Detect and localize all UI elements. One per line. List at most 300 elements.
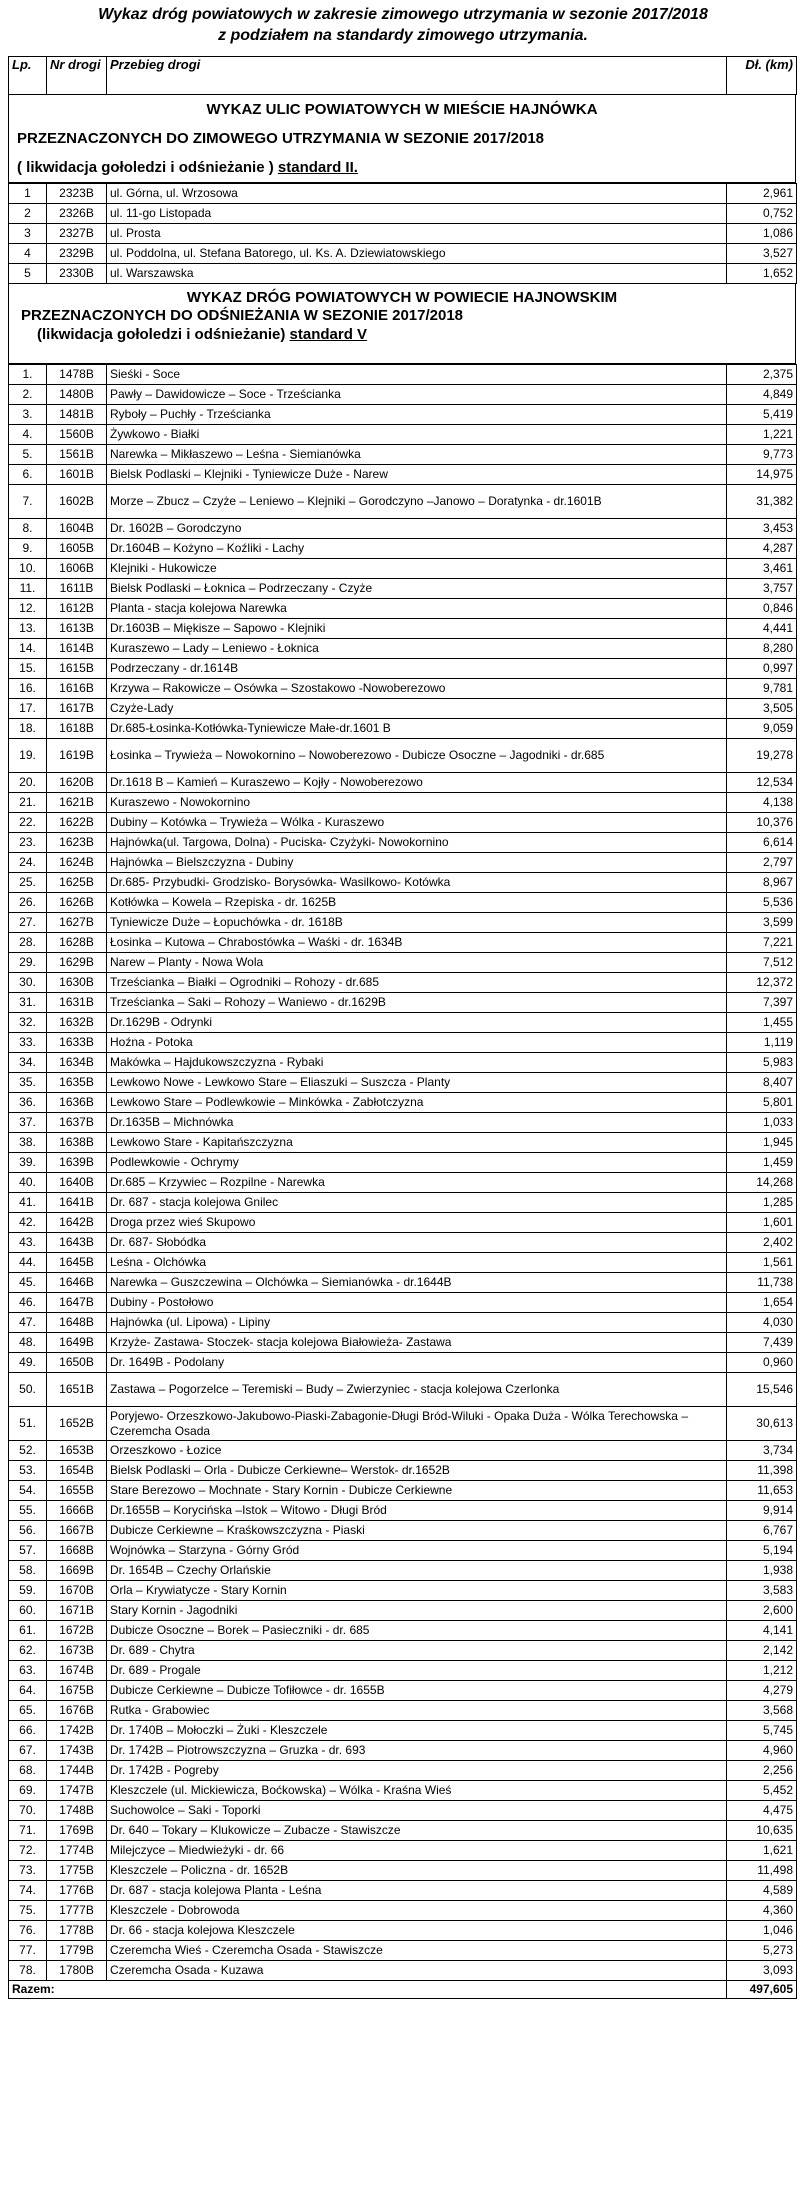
road-row (9, 1073, 797, 1093)
row-lp: 75. (9, 1901, 47, 1921)
section-b-title: WYKAZ DRÓG POWIATOWYCH W POWIECIE HAJNOWSKIM (186, 289, 618, 306)
row-lp: 59. (9, 1581, 47, 1601)
road-row (9, 1153, 797, 1173)
road-length: 3,093 (727, 1961, 797, 1981)
street-row (9, 184, 797, 204)
row-lp: 18. (9, 719, 47, 739)
road-number: 1611B (47, 579, 107, 599)
row-lp: 25. (9, 873, 47, 893)
roads-sheet (8, 56, 796, 1999)
route-description: Dubicze Cerkiewne – Dubicze Tofiłowce - dr. 1655B (107, 1681, 727, 1701)
road-length: 4,279 (727, 1681, 797, 1701)
road-length: 3,527 (727, 244, 797, 264)
road-number: 1675B (47, 1681, 107, 1701)
road-row (9, 719, 797, 739)
row-lp: 30. (9, 973, 47, 993)
road-number: 1647B (47, 1293, 107, 1313)
row-lp: 65. (9, 1701, 47, 1721)
row-lp: 61. (9, 1621, 47, 1641)
route-description: Orzeszkowo - Łozice (107, 1441, 727, 1461)
road-number: 1638B (47, 1133, 107, 1153)
road-number: 1602B (47, 485, 107, 519)
row-lp: 5. (9, 445, 47, 465)
road-number: 1774B (47, 1841, 107, 1861)
route-description: Suchowolce – Saki - Toporki (107, 1801, 727, 1821)
row-lp: 12. (9, 599, 47, 619)
road-length: 2,600 (727, 1601, 797, 1621)
road-length: 7,439 (727, 1333, 797, 1353)
row-lp: 78. (9, 1961, 47, 1981)
road-number: 1615B (47, 659, 107, 679)
route-description: Dr. 687 - stacja kolejowa Gnilec (107, 1193, 727, 1213)
road-number: 1641B (47, 1193, 107, 1213)
road-length: 9,781 (727, 679, 797, 699)
section-a-title: WYKAZ ULIC POWIATOWYCH W MIEŚCIE HAJNÓWKA (206, 101, 598, 118)
road-row (9, 1353, 797, 1373)
road-row (9, 973, 797, 993)
route-description: Hajnówka – Bielszczyzna - Dubiny (107, 853, 727, 873)
row-lp: 5 (9, 264, 47, 284)
road-number: 1666B (47, 1501, 107, 1521)
route-description: Dr.1635B – Michnówka (107, 1113, 727, 1133)
route-description: Dr. 1649B - Podolany (107, 1353, 727, 1373)
road-length: 4,960 (727, 1741, 797, 1761)
row-lp: 57. (9, 1541, 47, 1561)
roads-table (8, 364, 797, 1999)
road-row (9, 619, 797, 639)
road-length: 1,033 (727, 1113, 797, 1133)
road-row (9, 1781, 797, 1801)
street-row (9, 244, 797, 264)
road-number: 1621B (47, 793, 107, 813)
road-length: 9,914 (727, 1501, 797, 1521)
road-number: 1674B (47, 1661, 107, 1681)
row-lp: 1. (9, 365, 47, 385)
route-description: Hajnówka(ul. Targowa, Dolna) - Puciska- Czyżyki- Nowokornino (107, 833, 727, 853)
road-number: 1630B (47, 973, 107, 993)
road-number: 1481B (47, 405, 107, 425)
row-lp: 66. (9, 1721, 47, 1741)
road-length: 4,360 (727, 1901, 797, 1921)
row-lp: 22. (9, 813, 47, 833)
road-length: 2,142 (727, 1641, 797, 1661)
road-length: 11,653 (727, 1481, 797, 1501)
total-row (9, 1981, 797, 1999)
row-lp: 2. (9, 385, 47, 405)
row-lp: 71. (9, 1821, 47, 1841)
row-lp: 56. (9, 1521, 47, 1541)
row-lp: 47. (9, 1313, 47, 1333)
route-description: Dr. 689 - Chytra (107, 1641, 727, 1661)
route-description: Hoźna - Potoka (107, 1033, 727, 1053)
row-lp: 3. (9, 405, 47, 425)
road-length: 2,402 (727, 1233, 797, 1253)
road-row (9, 1761, 797, 1781)
road-row (9, 913, 797, 933)
row-lp: 4 (9, 244, 47, 264)
road-row (9, 833, 797, 853)
row-lp: 14. (9, 639, 47, 659)
road-row (9, 953, 797, 973)
route-description: Stary Kornin - Jagodniki (107, 1601, 727, 1621)
road-length: 1,945 (727, 1133, 797, 1153)
section-a-standard: standard II. (277, 159, 358, 176)
road-length: 3,583 (727, 1581, 797, 1601)
route-description: Dubiny - Postołowo (107, 1293, 727, 1313)
road-length: 8,407 (727, 1073, 797, 1093)
route-description: Narewka – Mikłaszewo – Leśna - Siemianówka (107, 445, 727, 465)
road-row (9, 1481, 797, 1501)
document-title-line2: z podziałem na standardy zimowego utrzymania. (218, 27, 588, 44)
road-length: 4,589 (727, 1881, 797, 1901)
section-a-standard-line (17, 158, 358, 178)
road-length: 1,601 (727, 1213, 797, 1233)
road-length: 3,568 (727, 1701, 797, 1721)
route-description: Dr. 1742B – Piotrowszczyzna – Gruzka - dr. 693 (107, 1741, 727, 1761)
road-number: 1601B (47, 465, 107, 485)
road-row (9, 579, 797, 599)
road-row (9, 539, 797, 559)
route-description: Tyniewicze Duże – Łopuchówka - dr. 1618B (107, 913, 727, 933)
road-length: 1,621 (727, 1841, 797, 1861)
route-description: Planta - stacja kolejowa Narewka (107, 599, 727, 619)
road-number: 1639B (47, 1153, 107, 1173)
road-row (9, 559, 797, 579)
route-description: Lewkowo Stare - Kapitańszczyzna (107, 1133, 727, 1153)
route-description: Sieśki - Soce (107, 365, 727, 385)
road-row (9, 425, 797, 445)
road-number: 1623B (47, 833, 107, 853)
road-number: 1669B (47, 1561, 107, 1581)
road-row (9, 1013, 797, 1033)
road-number: 1634B (47, 1053, 107, 1073)
section-a-method: ( likwidacja gołoledzi i odśnieżanie ) (17, 159, 278, 176)
route-description: Hajnówka (ul. Lipowa) - Lipiny (107, 1313, 727, 1333)
row-lp: 69. (9, 1781, 47, 1801)
row-lp: 8. (9, 519, 47, 539)
road-length: 3,599 (727, 913, 797, 933)
row-lp: 54. (9, 1481, 47, 1501)
road-number: 1769B (47, 1821, 107, 1841)
route-description: Bielsk Podlaski – Łoknica – Podrzeczany - Czyże (107, 579, 727, 599)
road-row (9, 1133, 797, 1153)
row-lp: 7. (9, 485, 47, 519)
road-row (9, 1961, 797, 1981)
road-number: 1779B (47, 1941, 107, 1961)
road-row (9, 1333, 797, 1353)
road-length: 1,652 (727, 264, 797, 284)
street-row (9, 204, 797, 224)
route-description: Poryjewo- Orzeszkowo-Jakubowo-Piaski-Zabagonie-Długi Bród-Wiluki - Opaka Duża - Wólka Terechowska – Czeremcha Osada (107, 1407, 727, 1441)
road-length: 12,534 (727, 773, 797, 793)
route-description: Łosinka – Trywieża – Nowokornino – Nowoberezowo - Dubicze Osoczne – Jagodniki - dr.685 (107, 739, 727, 773)
row-lp: 27. (9, 913, 47, 933)
header-table (8, 56, 797, 95)
road-row (9, 519, 797, 539)
row-lp: 60. (9, 1601, 47, 1621)
row-lp: 55. (9, 1501, 47, 1521)
road-length: 6,767 (727, 1521, 797, 1541)
route-description: Podrzeczany - dr.1614B (107, 659, 727, 679)
road-length: 2,961 (727, 184, 797, 204)
route-description: Stare Berezowo – Mochnate - Stary Kornin - Dubicze Cerkiewne (107, 1481, 727, 1501)
route-description: Czeremcha Wieś - Czeremcha Osada - Stawiszcze (107, 1941, 727, 1961)
road-row (9, 1561, 797, 1581)
route-description: Żywkowo - Białki (107, 425, 727, 445)
road-number: 1743B (47, 1741, 107, 1761)
route-description: Dr. 66 - stacja kolejowa Kleszczele (107, 1921, 727, 1941)
row-lp: 40. (9, 1173, 47, 1193)
route-description: Wojnówka – Starzyna - Górny Gród (107, 1541, 727, 1561)
row-lp: 74. (9, 1881, 47, 1901)
road-row (9, 1541, 797, 1561)
road-number: 1778B (47, 1921, 107, 1941)
row-lp: 64. (9, 1681, 47, 1701)
row-lp: 38. (9, 1133, 47, 1153)
route-description: Łosinka – Kutowa – Chrabostówka – Waśki - dr. 1634B (107, 933, 727, 953)
road-number: 1637B (47, 1113, 107, 1133)
column-header-row (9, 57, 797, 95)
road-row (9, 1661, 797, 1681)
route-description: Dr. 1654B – Czechy Orlańskie (107, 1561, 727, 1581)
road-number: 1606B (47, 559, 107, 579)
road-length: 1,212 (727, 1661, 797, 1681)
road-row (9, 599, 797, 619)
route-description: Krzywa – Rakowicze – Osówka – Szostakowo -Nowoberezowo (107, 679, 727, 699)
road-row (9, 853, 797, 873)
road-row (9, 1407, 797, 1441)
road-length: 3,505 (727, 699, 797, 719)
row-lp: 4. (9, 425, 47, 445)
road-row (9, 639, 797, 659)
road-number: 1649B (47, 1333, 107, 1353)
road-length: 5,419 (727, 405, 797, 425)
road-length: 5,194 (727, 1541, 797, 1561)
road-row (9, 1461, 797, 1481)
row-lp: 13. (9, 619, 47, 639)
road-number: 2330B (47, 264, 107, 284)
route-description: Orla – Krywiatycze - Stary Kornin (107, 1581, 727, 1601)
row-lp: 28. (9, 933, 47, 953)
road-length: 1,119 (727, 1033, 797, 1053)
road-length: 12,372 (727, 973, 797, 993)
row-lp: 50. (9, 1373, 47, 1407)
row-lp: 11. (9, 579, 47, 599)
road-length: 11,498 (727, 1861, 797, 1881)
route-description: Dr.685 – Krzywiec – Rozpilne - Narewka (107, 1173, 727, 1193)
road-number: 1646B (47, 1273, 107, 1293)
road-row (9, 1901, 797, 1921)
road-length: 1,455 (727, 1013, 797, 1033)
road-length: 6,614 (727, 833, 797, 853)
road-row (9, 1373, 797, 1407)
road-length: 3,453 (727, 519, 797, 539)
road-row (9, 739, 797, 773)
road-number: 1668B (47, 1541, 107, 1561)
road-row (9, 1821, 797, 1841)
road-number: 1616B (47, 679, 107, 699)
road-row (9, 1213, 797, 1233)
road-number: 1560B (47, 425, 107, 445)
road-length: 9,773 (727, 445, 797, 465)
row-lp: 26. (9, 893, 47, 913)
route-description: Droga przez wieś Skupowo (107, 1213, 727, 1233)
road-row (9, 1501, 797, 1521)
road-number: 1742B (47, 1721, 107, 1741)
route-description: Dr. 1602B – Gorodczyno (107, 519, 727, 539)
road-length: 1,654 (727, 1293, 797, 1313)
road-length: 1,221 (727, 425, 797, 445)
road-number: 1628B (47, 933, 107, 953)
road-number: 1622B (47, 813, 107, 833)
road-number: 1645B (47, 1253, 107, 1273)
road-length: 4,475 (727, 1801, 797, 1821)
col-header-nr: Nr drogi (47, 57, 107, 95)
row-lp: 58. (9, 1561, 47, 1581)
road-number: 1620B (47, 773, 107, 793)
row-lp: 31. (9, 993, 47, 1013)
route-description: Dubicze Cerkiewne – Kraśkowszczyzna - Piaski (107, 1521, 727, 1541)
road-length: 19,278 (727, 739, 797, 773)
route-description: Narew – Planty - Nowa Wola (107, 953, 727, 973)
row-lp: 33. (9, 1033, 47, 1053)
route-description: Czeremcha Osada - Kuzawa (107, 1961, 727, 1981)
road-number: 1561B (47, 445, 107, 465)
route-description: Dubicze Osoczne – Borek – Pasieczniki - dr. 685 (107, 1621, 727, 1641)
road-length: 5,273 (727, 1941, 797, 1961)
road-row (9, 773, 797, 793)
road-length: 3,757 (727, 579, 797, 599)
road-length: 4,141 (727, 1621, 797, 1641)
road-row (9, 1641, 797, 1661)
route-description: ul. Prosta (107, 224, 727, 244)
road-length: 8,967 (727, 873, 797, 893)
route-description: Dr.1618 B – Kamień – Kuraszewo – Kojły - Nowoberezowo (107, 773, 727, 793)
road-length: 4,441 (727, 619, 797, 639)
road-length: 4,849 (727, 385, 797, 405)
road-number: 1651B (47, 1373, 107, 1407)
road-row (9, 1113, 797, 1133)
street-row (9, 264, 797, 284)
road-row (9, 1801, 797, 1821)
route-description: Dr. 687 - stacja kolejowa Planta - Leśna (107, 1881, 727, 1901)
road-number: 1672B (47, 1621, 107, 1641)
row-lp: 48. (9, 1333, 47, 1353)
road-row (9, 1053, 797, 1073)
row-lp: 42. (9, 1213, 47, 1233)
road-row (9, 1193, 797, 1213)
road-number: 1676B (47, 1701, 107, 1721)
road-length: 5,801 (727, 1093, 797, 1113)
row-lp: 77. (9, 1941, 47, 1961)
route-description: Trześcianka – Białki – Ogrodniki – Rohozy - dr.685 (107, 973, 727, 993)
road-number: 1744B (47, 1761, 107, 1781)
road-row (9, 1093, 797, 1113)
road-row (9, 1701, 797, 1721)
road-number: 1640B (47, 1173, 107, 1193)
row-lp: 15. (9, 659, 47, 679)
route-description: Kuraszewo - Nowokornino (107, 793, 727, 813)
road-number: 1747B (47, 1781, 107, 1801)
route-description: Krzyże- Zastawa- Stoczek- stacja kolejowa Białowieża- Zastawa (107, 1333, 727, 1353)
road-row (9, 699, 797, 719)
road-number: 1650B (47, 1353, 107, 1373)
route-description: Leśna - Olchówka (107, 1253, 727, 1273)
road-row (9, 1621, 797, 1641)
road-length: 10,635 (727, 1821, 797, 1841)
road-length: 2,256 (727, 1761, 797, 1781)
road-length: 0,752 (727, 204, 797, 224)
road-length: 8,280 (727, 639, 797, 659)
road-number: 1748B (47, 1801, 107, 1821)
road-number: 1642B (47, 1213, 107, 1233)
route-description: Morze – Zbucz – Czyże – Leniewo – Klejniki – Gorodczyno –Janowo – Doratynka - dr.1601B (107, 485, 727, 519)
road-row (9, 485, 797, 519)
row-lp: 37. (9, 1113, 47, 1133)
road-length: 4,138 (727, 793, 797, 813)
route-description: ul. Górna, ul. Wrzosowa (107, 184, 727, 204)
total-label: Razem: (9, 1981, 727, 1999)
route-description: Makówka – Hajdukowszczyzna - Rybaki (107, 1053, 727, 1073)
route-description: Dr. 689 - Progale (107, 1661, 727, 1681)
road-number: 2329B (47, 244, 107, 264)
row-lp: 23. (9, 833, 47, 853)
road-number: 1480B (47, 385, 107, 405)
road-number: 1624B (47, 853, 107, 873)
road-length: 1,086 (727, 224, 797, 244)
row-lp: 17. (9, 699, 47, 719)
road-length: 1,459 (727, 1153, 797, 1173)
col-header-lp: Lp. (9, 57, 47, 95)
road-row (9, 385, 797, 405)
row-lp: 51. (9, 1407, 47, 1441)
road-length: 5,452 (727, 1781, 797, 1801)
road-number: 1618B (47, 719, 107, 739)
row-lp: 20. (9, 773, 47, 793)
road-length: 15,546 (727, 1373, 797, 1407)
road-row (9, 405, 797, 425)
road-number: 1648B (47, 1313, 107, 1333)
route-description: Dubiny – Kotówka – Trywieża – Wólka - Kuraszewo (107, 813, 727, 833)
road-number: 1667B (47, 1521, 107, 1541)
row-lp: 6. (9, 465, 47, 485)
road-length: 14,268 (727, 1173, 797, 1193)
road-number: 1652B (47, 1407, 107, 1441)
road-row (9, 365, 797, 385)
route-description: Zastawa – Pogorzelce – Teremiski – Budy – Zwierzyniec - stacja kolejowa Czerlonka (107, 1373, 727, 1407)
road-row (9, 1881, 797, 1901)
road-row (9, 1841, 797, 1861)
route-description: Dr.1603B – Miękisze – Sapowo - Klejniki (107, 619, 727, 639)
road-length: 0,960 (727, 1353, 797, 1373)
road-row (9, 793, 797, 813)
route-description: Dr.685- Przybudki- Grodzisko- Borysówka- Wasilkowo- Kotówka (107, 873, 727, 893)
road-number: 1655B (47, 1481, 107, 1501)
road-row (9, 1921, 797, 1941)
row-lp: 35. (9, 1073, 47, 1093)
road-number: 1619B (47, 739, 107, 773)
row-lp: 49. (9, 1353, 47, 1373)
route-description: Dr.1629B - Odrynki (107, 1013, 727, 1033)
road-number: 2326B (47, 204, 107, 224)
road-row (9, 1233, 797, 1253)
road-number: 1632B (47, 1013, 107, 1033)
road-number: 1671B (47, 1601, 107, 1621)
road-number: 1478B (47, 365, 107, 385)
road-number: 1631B (47, 993, 107, 1013)
road-length: 7,221 (727, 933, 797, 953)
col-header-route: Przebieg drogi (107, 57, 727, 95)
